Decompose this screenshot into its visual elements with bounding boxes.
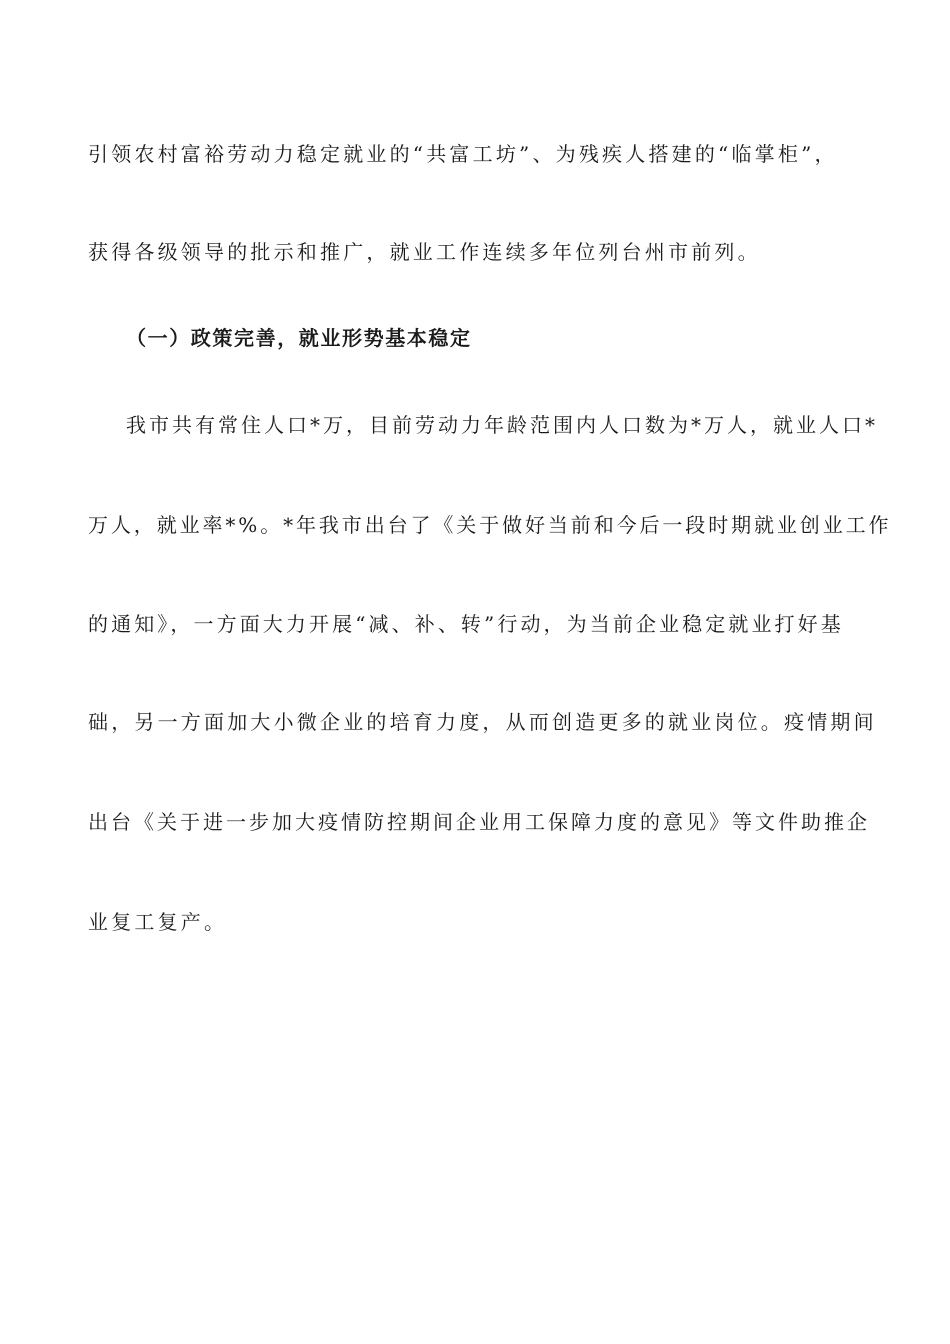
section-heading: （一）政策完善，就业形势基本稳定 — [126, 326, 472, 350]
paragraph-line: 获得各级领导的批示和推广，就业工作连续多年位列台州市前列。 — [88, 240, 761, 264]
paragraph-line: 出台《关于进一步加大疫情防控期间企业用工保障力度的意见》等文件助推企 — [88, 810, 870, 834]
paragraph-line: 万人，就业率*%。*年我市出台了《关于做好当前和今后一段时期就业创业工作 — [88, 513, 892, 537]
paragraph-line: 我市共有常住人口*万，目前劳动力年龄范围内人口数为*万人，就业人口* — [126, 413, 878, 437]
paragraph-line: 础，另一方面加大小微企业的培育力度，从而创造更多的就业岗位。疫情期间 — [88, 710, 877, 734]
paragraph-line: 引领农村富裕劳动力稳定就业的“共富工坊”、为残疾人搭建的“临掌柜”， — [88, 142, 838, 166]
paragraph-line: 的通知》，一方面大力开展“减、补、转”行动，为当前企业稳定就业打好基 — [88, 612, 844, 636]
paragraph-line: 业复工复产。 — [88, 910, 228, 934]
